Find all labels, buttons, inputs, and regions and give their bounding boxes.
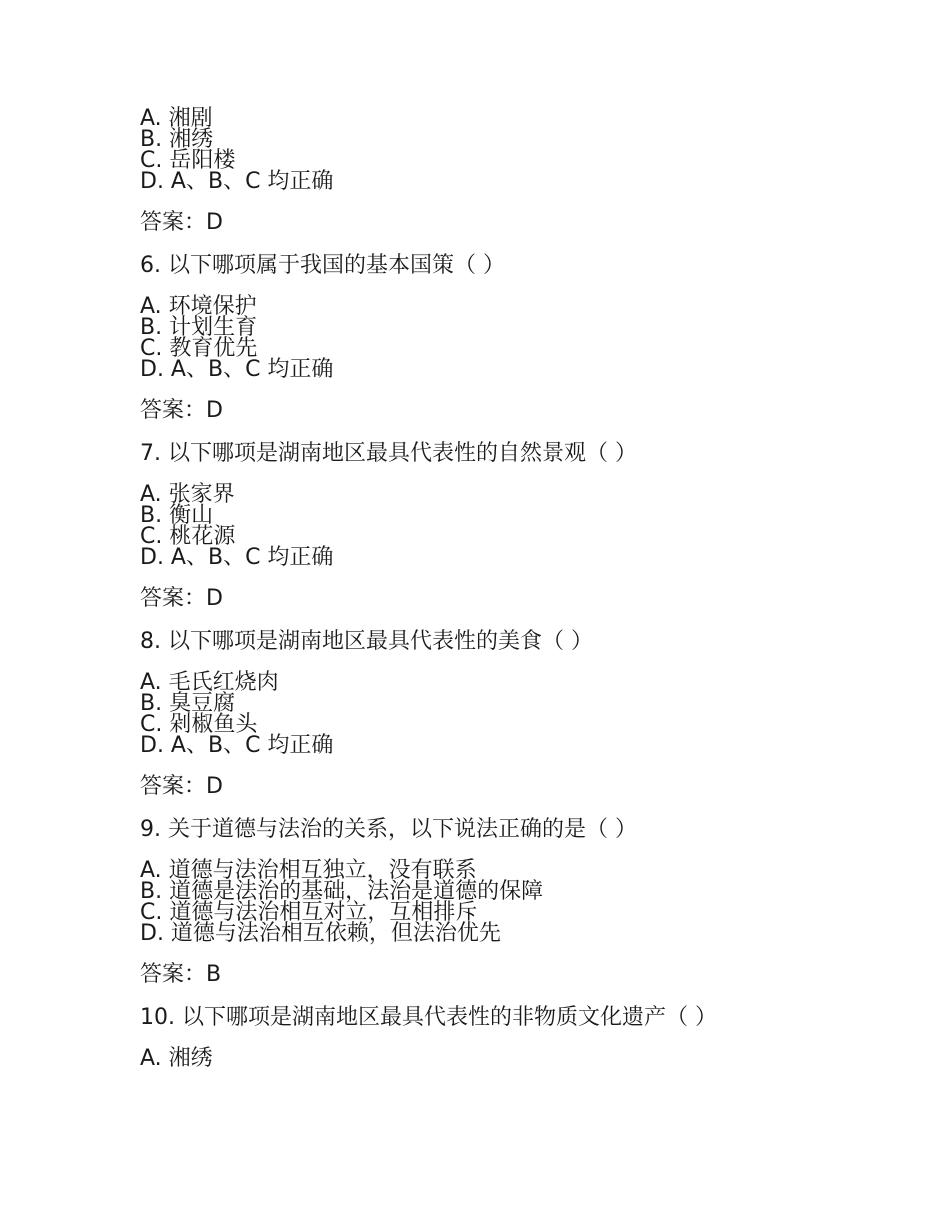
option-b: B. 湘绣 [140, 127, 214, 152]
option-c: C. 岳阳楼 [140, 148, 236, 173]
question-6: 6. 以下哪项属于我国的基本国策（ ） [140, 253, 505, 278]
option-a: A. 湘绣 [140, 1046, 213, 1071]
option-d: D. A、B、C 均正确 [140, 733, 334, 758]
option-list [140, 296, 900, 380]
option-a: A. 环境保护 [140, 294, 257, 319]
answer: 答案：D [140, 586, 223, 611]
answer: 答案：B [140, 962, 222, 987]
option-c: C. 道德与法治相互对立，互相排斥 [140, 900, 478, 925]
option-list [140, 484, 900, 568]
answer: 答案：D [140, 398, 223, 423]
option-list [140, 108, 900, 192]
option-a: A. 张家界 [140, 482, 235, 507]
question-9: 9. 关于道德与法治的关系，以下说法正确的是（ ） [140, 817, 637, 842]
option-a: A. 湘剧 [140, 106, 213, 131]
option-c: C. 桃花源 [140, 524, 236, 549]
option-a: A. 毛氏红烧肉 [140, 670, 279, 695]
document-page [140, 108, 900, 1069]
option-d: D. 道德与法治相互依赖，但法治优先 [140, 921, 501, 946]
answer: 答案：D [140, 210, 223, 235]
option-d: D. A、B、C 均正确 [140, 357, 334, 382]
question-10: 10. 以下哪项是湖南地区最具代表性的非物质文化遗产（ ） [140, 1005, 717, 1030]
option-c: C. 教育优先 [140, 336, 258, 361]
option-d: D. A、B、C 均正确 [140, 545, 334, 570]
option-a: A. 道德与法治相互独立，没有联系 [140, 858, 477, 883]
option-b: B. 衡山 [140, 503, 214, 528]
option-list [140, 860, 900, 944]
option-list [140, 1048, 900, 1069]
option-c: C. 剁椒鱼头 [140, 712, 258, 737]
question-8: 8. 以下哪项是湖南地区最具代表性的美食（ ） [140, 629, 593, 654]
answer: 答案：D [140, 774, 223, 799]
option-b: B. 臭豆腐 [140, 691, 236, 716]
question-7: 7. 以下哪项是湖南地区最具代表性的自然景观（ ） [140, 441, 637, 466]
option-b: B. 计划生育 [140, 315, 258, 340]
option-d: D. A、B、C 均正确 [140, 169, 334, 194]
option-b: B. 道德是法治的基础，法治是道德的保障 [140, 879, 544, 904]
option-list [140, 672, 900, 756]
